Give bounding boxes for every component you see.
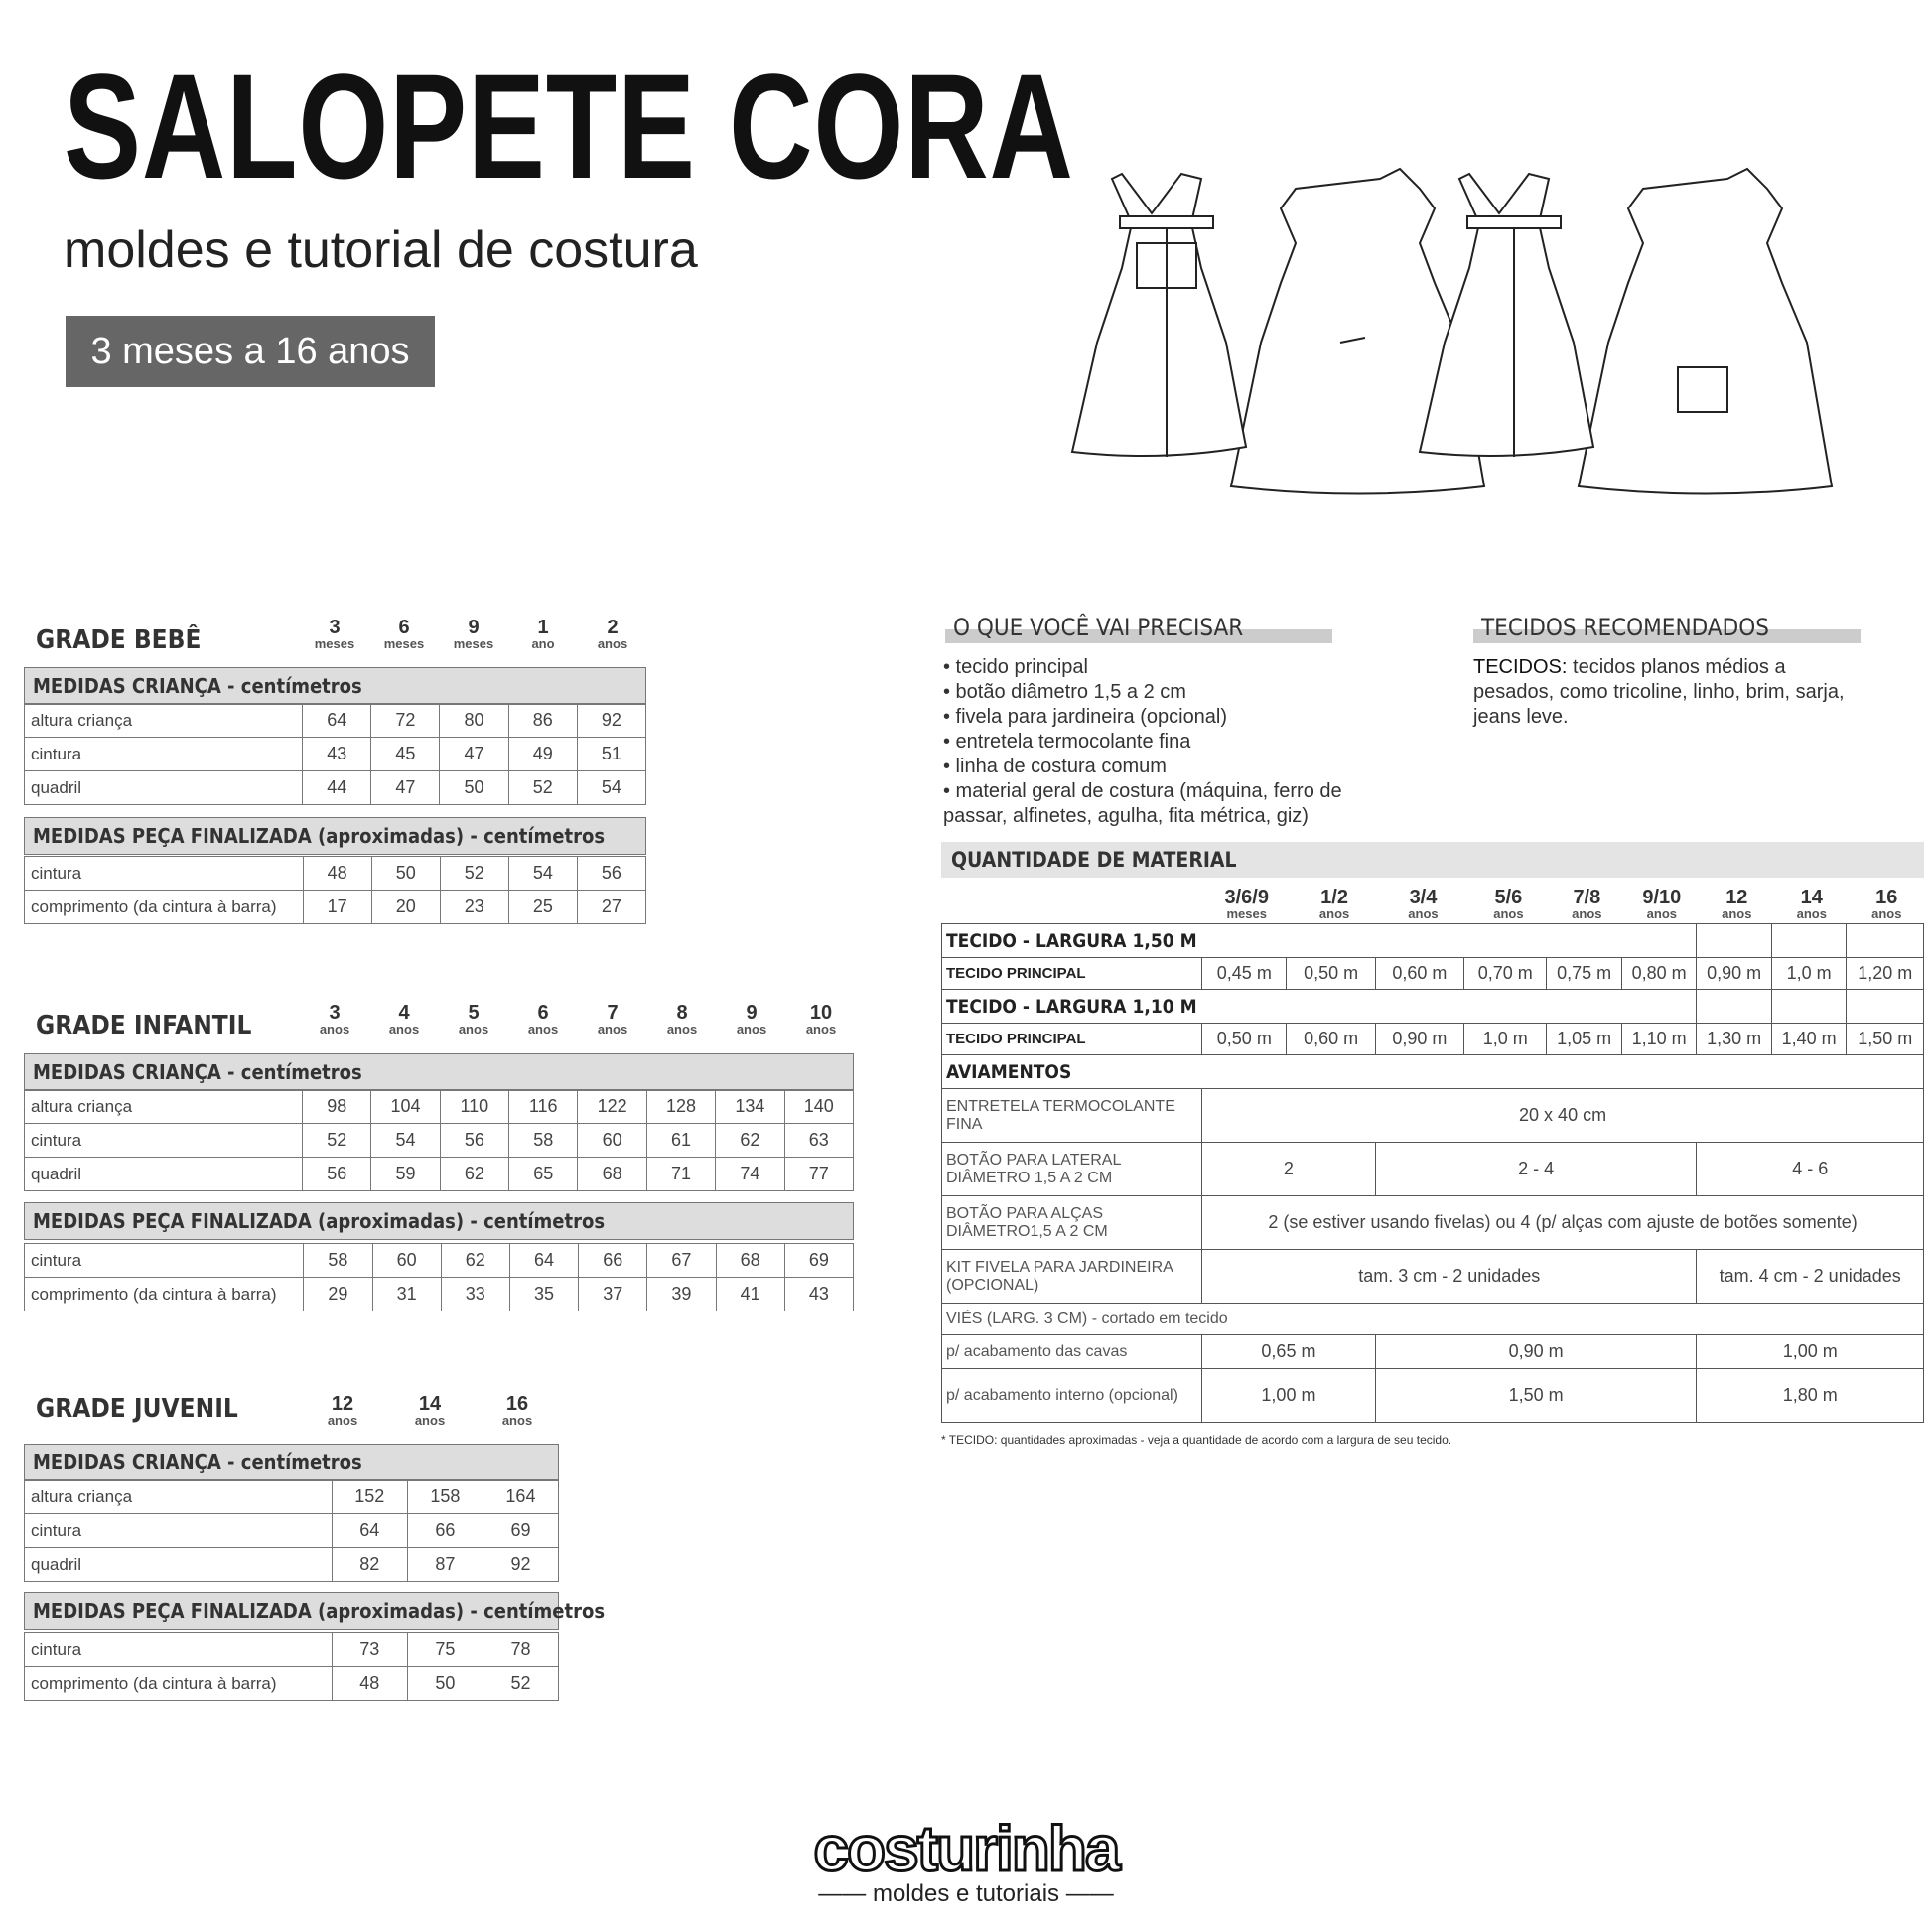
table-row: p/ acabamento das cavas 0,65 m 0,90 m 1,00 m	[942, 1335, 1924, 1369]
fabric-150-heading: TECIDO - LARGURA 1,50 M	[942, 924, 1697, 958]
table-row: comprimento (da cintura à barra) 48 50 52	[25, 1667, 559, 1701]
table-row: altura criança 152 158 164	[25, 1480, 559, 1514]
garment-illustration	[1042, 149, 1896, 516]
table-row: cintura 43 45 47 49 51	[25, 738, 646, 771]
size-header: 6 meses	[383, 617, 425, 651]
grade-bebe-crianca-head: MEDIDAS CRIANÇA - centímetros	[24, 667, 646, 705]
table-row: cintura 64 66 69	[25, 1514, 559, 1548]
grade-infantil-peca-table	[24, 1243, 854, 1311]
size-header: 1/2 anos	[1318, 887, 1350, 921]
list-item: • entretela termocolante fina	[943, 731, 1191, 753]
size-header: 3 meses	[314, 617, 355, 651]
brand-tagline: —— moldes e tutoriais ——	[818, 1880, 1114, 1907]
quantity-size-headers	[1203, 888, 1924, 921]
size-header: 16 anos	[1871, 887, 1902, 921]
list-item: • fivela para jardineira (opcional)	[943, 706, 1228, 728]
list-item: • linha de costura comum	[943, 756, 1167, 777]
table-row: cintura 73 75 78	[25, 1633, 559, 1667]
grade-juvenil-crianca-head: MEDIDAS CRIANÇA - centímetros	[24, 1444, 559, 1481]
fabrics-label: TECIDOS:	[1473, 656, 1568, 678]
size-header: 3 anos	[319, 1002, 350, 1036]
table-row: BOTÃO PARA LATERAL DIÂMETRO 1,5 A 2 CM 2 2 - 4 4 - 6	[942, 1143, 1924, 1196]
grade-infantil-crianca-table	[24, 1089, 854, 1191]
fabrics-title: TECIDOS RECOMENDADOS	[1481, 614, 1769, 641]
grade-juvenil-peca-head: MEDIDAS PEÇA FINALIZADA (aproximadas) - centímetros	[24, 1592, 559, 1630]
grade-bebe-title: GRADE BEBÊ	[36, 625, 202, 655]
quantity-title: QUANTIDADE DE MATERIAL	[941, 842, 1924, 878]
size-header: 5 anos	[458, 1002, 489, 1036]
needs-title: O QUE VOCÊ VAI PRECISAR	[953, 614, 1244, 641]
size-header: 3/6/9 meses	[1224, 887, 1269, 921]
size-header: 5/6 anos	[1493, 887, 1524, 921]
fabrics-section	[1473, 614, 1861, 643]
size-header: 8 anos	[666, 1002, 698, 1036]
list-item: • botão diâmetro 1,5 a 2 cm	[943, 681, 1186, 703]
table-row: cintura 58 60 62 64 66 67 68 69	[25, 1244, 854, 1278]
size-header: 10 anos	[805, 1002, 837, 1036]
table-row: altura criança 64 72 80 86 92	[25, 704, 646, 738]
grade-bebe-size-headers	[300, 618, 647, 651]
size-header: 7/8 anos	[1572, 887, 1602, 921]
size-header: 9 anos	[736, 1002, 767, 1036]
table-row: TECIDO PRINCIPAL 0,50 m 0,60 m 0,90 m 1,0 m 1,05 m 1,10 m 1,30 m 1,40 m 1,50 m	[942, 1024, 1924, 1055]
brand-name: costurinha	[813, 1813, 1119, 1884]
needs-section	[945, 614, 1332, 643]
grade-bebe-peca-head: MEDIDAS PEÇA FINALIZADA (aproximadas) - centímetros	[24, 817, 646, 855]
front-view-dress	[1072, 174, 1246, 457]
table-row: ENTRETELA TERMOCOLANTE FINA 20 x 40 cm	[942, 1089, 1924, 1143]
grade-infantil-crianca-head: MEDIDAS CRIANÇA - centímetros	[24, 1053, 854, 1091]
page-title: SALOPETE CORA	[64, 43, 1074, 209]
grade-juvenil-title: GRADE JUVENIL	[36, 1394, 238, 1424]
grade-juvenil-peca-table	[24, 1632, 559, 1701]
age-range-badge: 3 meses a 16 anos	[66, 316, 435, 387]
size-header: 6 anos	[527, 1002, 559, 1036]
grade-juvenil-size-headers	[308, 1394, 552, 1428]
size-header: 7 anos	[597, 1002, 628, 1036]
size-header: 1 ano	[531, 617, 555, 651]
table-row: comprimento (da cintura à barra) 17 20 23 25 27	[25, 891, 646, 924]
fabrics-description: tecidos planos médios a pesados, como tricoline, linho, brim, sarja, jeans leve.	[1473, 656, 1845, 728]
table-row: quadril 44 47 50 52 54	[25, 771, 646, 805]
page-subtitle: moldes e tutorial de costura	[64, 221, 698, 279]
list-item: • material geral de costura (máquina, ferro de passar, alfinetes, agulha, fita métrica, giz)	[943, 780, 1342, 827]
size-header: 2 anos	[597, 617, 628, 651]
table-row	[942, 990, 1924, 1024]
fabric-110-heading: TECIDO - LARGURA 1,10 M	[942, 990, 1697, 1024]
quantity-footnote: * TECIDO: quantidades aproximadas - veja a quantidade de acordo com a largura de seu tecido.	[941, 1433, 1452, 1447]
size-header: 3/4 anos	[1408, 887, 1439, 921]
quantity-table	[941, 923, 1924, 1423]
size-header: 16 anos	[501, 1393, 533, 1428]
table-row: TECIDO PRINCIPAL 0,45 m 0,50 m 0,60 m 0,70 m 0,75 m 0,80 m 0,90 m 1,0 m 1,20 m	[942, 958, 1924, 990]
table-row: comprimento (da cintura à barra) 29 31 33 35 37 39 41 43	[25, 1278, 854, 1311]
size-header: 14 anos	[414, 1393, 446, 1428]
table-row: quadril 56 59 62 65 68 71 74 77	[25, 1158, 854, 1191]
size-header: 9 meses	[453, 617, 494, 651]
size-header: 9/10 anos	[1642, 887, 1682, 921]
table-row: KIT FIVELA PARA JARDINEIRA (OPCIONAL) tam. 3 cm - 2 unidades tam. 4 cm - 2 unidades	[942, 1250, 1924, 1304]
grade-infantil-peca-head: MEDIDAS PEÇA FINALIZADA (aproximadas) - centímetros	[24, 1202, 854, 1240]
size-header: 12 anos	[327, 1393, 358, 1428]
grade-bebe-crianca-table	[24, 703, 646, 805]
grade-bebe-peca-table	[24, 856, 646, 924]
table-row: p/ acabamento interno (opcional) 1,00 m 1,50 m 1,80 m	[942, 1369, 1924, 1423]
size-header: 14 anos	[1796, 887, 1827, 921]
table-row: cintura 52 54 56 58 60 61 62 63	[25, 1124, 854, 1158]
grade-juvenil-crianca-table	[24, 1479, 559, 1582]
notions-heading: AVIAMENTOS	[942, 1055, 1924, 1089]
grade-infantil-size-headers	[300, 1003, 856, 1036]
back-view-pocket-dress	[1579, 169, 1832, 494]
table-row: BOTÃO PARA ALÇAS DIÂMETRO1,5 A 2 CM 2 (se estiver usando fivelas) ou 4 (p/ alças com ajuste de botões somente)	[942, 1196, 1924, 1250]
table-row	[942, 924, 1924, 958]
fabrics-text	[1473, 655, 1870, 730]
table-row	[942, 1055, 1924, 1089]
size-header: 4 anos	[388, 1002, 420, 1036]
table-row: quadril 82 87 92	[25, 1548, 559, 1582]
table-row: altura criança 98 104 110 116 122 128 134 140	[25, 1090, 854, 1124]
grade-infantil-title: GRADE INFANTIL	[36, 1011, 252, 1040]
size-header: 12 anos	[1722, 887, 1752, 921]
needs-list	[943, 655, 1370, 829]
list-item: • tecido principal	[943, 656, 1088, 678]
brand-logo	[802, 1813, 1130, 1908]
table-row: VIÉS (LARG. 3 CM) - cortado em tecido	[942, 1304, 1924, 1335]
table-row: cintura 48 50 52 54 56	[25, 857, 646, 891]
